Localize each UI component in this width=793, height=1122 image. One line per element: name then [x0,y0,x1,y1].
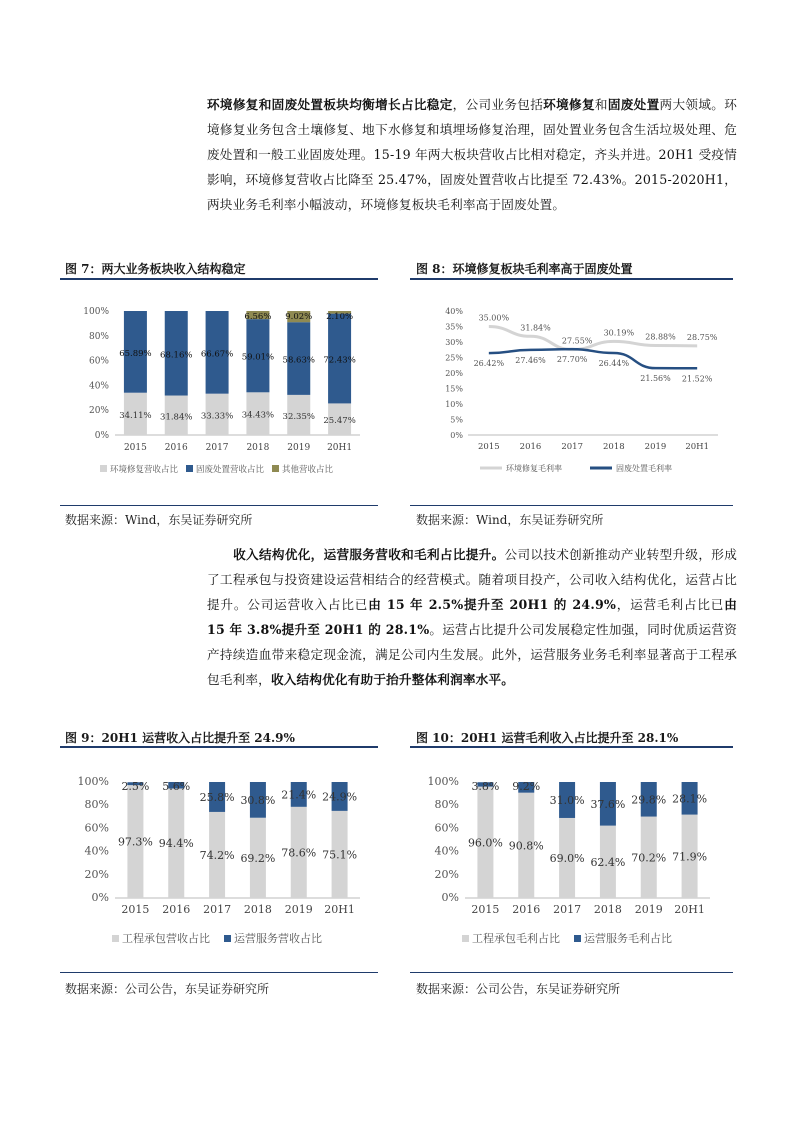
data-label: 59.01% [241,352,275,363]
y-tick-label: 60% [84,821,109,835]
y-tick-label: 100% [427,775,459,788]
data-label: 35.00% [478,313,510,323]
data-label: 78.6% [281,846,317,860]
data-label: 34.43% [241,410,275,421]
figure8-chart [410,285,733,495]
para2-bold: 由 15 年 3.8%提升至 20H1 的 28.1% [207,597,737,637]
x-tick-label: 20H1 [685,442,709,452]
legend-swatch [186,465,193,472]
x-tick-label: 2015 [478,442,500,452]
data-label: 2.10% [326,312,354,322]
figure8-top-rule [410,278,733,280]
data-label: 21.4% [281,788,317,802]
para2-text: ，运营毛利占比已 [616,597,725,612]
figure10-chart [410,760,733,960]
figure7-bottom-rule [60,505,378,506]
figure8-title: 图 8：环境修复板块毛利率高于固废处置 [416,262,633,276]
data-label: 3.8% [471,780,500,794]
data-label: 30.8% [240,793,276,807]
y-tick-label: 60% [434,821,459,835]
data-label: 66.67% [200,349,234,360]
x-tick-label: 2017 [561,442,583,452]
para2-text: 公司以技术创新推动产业转型升级，形成了工程承包与投资建设运营相结合的经营模式。随着项目投产，公司收入结构优化，运营占比提升。公司运营收入占比已 [207,547,737,612]
x-tick-label: 2018 [246,443,270,453]
legend-label: 固废处置营收占比 [196,465,265,475]
legend-swatch [112,935,119,942]
y-tick-label: 30% [445,338,463,347]
data-label: 28.75% [686,332,718,342]
data-label: 25.47% [323,416,356,427]
x-tick-label: 2016 [164,443,188,453]
x-tick-label: 2018 [243,903,272,916]
y-tick-label: 0% [450,431,463,440]
y-tick-label: 5% [450,415,463,425]
y-tick-label: 60% [88,356,109,367]
y-tick-label: 0% [441,891,459,904]
data-label: 31.0% [549,793,585,807]
data-label: 71.9% [672,850,708,864]
figure10-source: 数据来源：公司公告，东吴证券研究所 [416,982,621,996]
data-label: 27.46% [515,355,546,365]
legend-label: 环境修复毛利率 [506,464,562,473]
data-label: 69.2% [240,851,276,865]
legend-swatch [574,935,581,942]
para1-bold: 环境修复 [543,97,595,112]
y-tick-label: 35% [445,322,463,332]
data-label: 26.42% [473,359,505,369]
data-label: 26.44% [598,359,630,369]
data-label: 27.70% [556,355,588,365]
figure7-source: 数据来源：Wind，东吴证券研究所 [65,513,253,527]
legend-label: 其他营收占比 [282,465,334,475]
x-tick-label: 2017 [553,903,582,916]
x-tick-label: 2015 [471,903,500,916]
data-label: 21.56% [640,374,671,384]
data-label: 65.89% [119,348,152,359]
figure10-top-rule [410,746,733,748]
x-tick-label: 2016 [512,903,541,916]
data-label: 2.5% [121,780,150,794]
figure8-source: 数据来源：Wind，东吴证券研究所 [416,513,604,527]
y-tick-label: 20% [445,369,463,378]
data-label: 25.8% [199,790,235,804]
figure7-title: 图 7：两大业务板块收入结构稳定 [65,262,246,276]
data-label: 31.84% [160,412,193,423]
data-label: 6.56% [244,312,272,322]
para1-text: ，公司业务包括 [452,97,544,112]
figure9-top-rule [60,746,378,748]
y-tick-label: 40% [88,381,109,392]
x-tick-label: 2019 [634,903,663,916]
data-label: 70.2% [631,851,667,865]
data-label: 74.2% [199,848,235,862]
legend-swatch [100,465,107,472]
x-tick-label: 2015 [123,443,147,453]
figure10-bottom-rule [410,972,733,973]
data-label: 33.33% [200,411,234,422]
data-label: 29.8% [631,793,667,807]
figure7-top-rule [60,278,378,280]
y-tick-label: 0% [91,891,109,904]
data-label: 9.02% [285,312,313,322]
data-label: 69.0% [549,851,585,865]
data-label: 37.6% [590,797,626,811]
y-tick-label: 40% [445,307,463,316]
para1-bold: 固废处置 [607,97,660,112]
x-tick-label: 2016 [519,442,542,452]
figure9-chart [60,760,380,960]
x-tick-label: 2016 [162,903,191,916]
x-tick-label: 20H1 [674,903,705,916]
data-label: 34.11% [119,410,152,421]
legend-label: 运营服务毛利占比 [584,932,672,945]
data-label: 31.84% [520,323,551,333]
y-tick-label: 100% [77,775,109,788]
data-label: 62.4% [590,855,626,869]
y-tick-label: 80% [84,798,109,812]
x-tick-label: 2018 [593,903,622,916]
para1-text: 两大领域。环境修复业务包含土壤修复、地下水修复和填埋场修复治理，固处置业务包含生活垃圾处理、危废处置和一般工业固废处理。15-19 年两大板块营收占比相对稳定，齐头并进。20H1 受疫情影响，环境修复营收占比降至 25.47%，固废处置营收占比提至 72.43%。2015-2020H1，两块业务毛利率小幅波动，环境修复板块毛利率高于固废处置。 [207,97,737,212]
para2-bold: 收入结构优化有助于抬升整体利润率水平。 [270,672,515,687]
data-label: 90.8% [508,839,544,853]
paragraph-revenue-structure [207,542,737,692]
para2-bold: 由 15 年 2.5%提升至 20H1 的 24.9% [368,597,617,612]
paragraph-segment-revenue [207,92,737,217]
x-tick-label: 2015 [121,903,150,916]
figure9-bottom-rule [60,972,378,973]
y-tick-label: 15% [445,384,463,394]
data-label: 75.1% [322,848,358,862]
data-label: 21.52% [681,374,713,384]
data-label: 72.43% [323,355,356,366]
y-tick-label: 80% [88,331,109,342]
y-tick-label: 0% [94,431,109,441]
legend-label: 环境修复营收占比 [110,465,179,475]
figure8-bottom-rule [410,505,733,506]
para2-text: 。运营占比提升公司发展稳定性加强，同时优质运营资产持续造血带来稳定现金流，满足公司内生发展。此外，运营服务业务毛利率显著高于工程承包毛利率， [207,622,737,687]
figure9-source: 数据来源：公司公告，东吴证券研究所 [65,982,270,996]
y-tick-label: 80% [434,798,459,812]
para1-text: 和 [594,97,608,112]
x-tick-label: 2019 [287,443,311,453]
legend-label: 运营服务营收占比 [234,932,322,945]
data-label: 58.63% [282,355,315,366]
legend-label: 工程承包毛利占比 [472,932,560,945]
y-tick-label: 20% [434,867,459,881]
data-label: 24.9% [322,790,358,804]
x-tick-label: 2017 [203,903,232,916]
x-tick-label: 2019 [644,442,667,452]
x-tick-label: 20H1 [327,443,353,453]
data-label: 9.2% [512,780,541,793]
data-label: 28.1% [672,792,708,806]
x-tick-label: 2017 [205,443,229,453]
y-tick-label: 20% [84,867,109,881]
data-label: 68.16% [160,350,193,361]
y-tick-label: 25% [445,353,463,363]
data-label: 96.0% [467,836,503,850]
x-tick-label: 2018 [603,442,625,452]
data-label: 30.19% [603,328,635,338]
x-tick-label: 2019 [284,903,313,916]
data-label: 5.6% [162,780,191,793]
figure7-chart [60,285,380,495]
legend-label: 固废处置毛利率 [616,464,672,473]
figure10-title: 图 10：20H1 运营毛利收入占比提升至 28.1% [416,731,679,745]
legend-swatch [272,465,279,472]
y-tick-label: 10% [445,400,463,409]
y-tick-label: 40% [434,844,459,858]
x-tick-label: 20H1 [324,903,355,916]
legend-swatch [462,935,469,942]
data-label: 27.55% [561,336,593,346]
data-label: 32.35% [282,411,315,422]
data-label: 94.4% [158,837,194,851]
y-tick-label: 40% [84,844,109,858]
data-label: 97.3% [117,835,153,849]
data-label: 28.88% [645,332,676,342]
figure9-title: 图 9：20H1 运营收入占比提升至 24.9% [65,731,295,745]
y-tick-label: 100% [83,307,109,317]
legend-swatch [224,935,231,942]
y-tick-label: 20% [88,406,109,417]
legend-label: 工程承包营收占比 [122,932,210,945]
para2-lead: 收入结构优化，运营服务营收和毛利占比提升。 [233,547,505,562]
para1-lead: 环境修复和固废处置板块均衡增长占比稳定 [207,97,453,112]
